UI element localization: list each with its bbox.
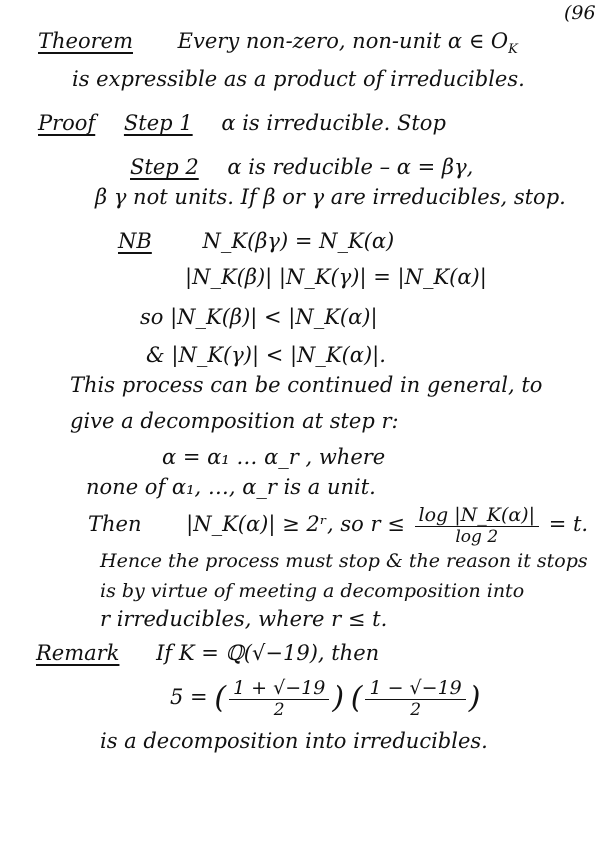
step-2-continuation: β γ not units. If β or γ are irreducibles, stop. [95,185,566,209]
log-denominator: log 2 [455,527,499,547]
norm-equation-1: N_K(βγ) = N_K(α) [202,229,395,253]
norm-inequality-1: so |N_K(β)| < |N_K(α)| [140,305,378,329]
hence-line-2: is by virtue of meeting a decomposition into [100,580,525,602]
paren-open-2: ( [350,680,363,716]
proof-step-1 [38,110,446,136]
paren-open-1: ( [214,680,227,716]
equals-t: = t. [548,512,589,536]
paren-close-2: ) [468,680,481,716]
process-line-2: give a decomposition at step r: [70,409,399,433]
factor-2-numerator: 1 − √−19 [365,677,465,700]
factor-2 [365,677,465,720]
theorem-subscript: K [508,42,518,58]
log-fraction [415,504,540,547]
theorem-statement: Every non-zero, non-unit α ∈ O [177,29,509,53]
process-line-1: This process can be continued in general, to [70,373,543,397]
bound-line [88,500,588,548]
remark-label: Remark [36,641,120,665]
nb-label: NB [118,229,152,253]
nb-line [118,228,394,254]
bound-text: |N_K(α)| ≥ 2ʳ, so r ≤ [186,512,405,536]
norm-inequality-2: & |N_K(γ)| < |N_K(α)|. [146,343,386,367]
theorem-line-2: is expressible as a product of irreducibles. [72,67,525,91]
log-numerator: log |N_K(α)| [415,504,540,527]
step-2-label: Step 2 [130,155,199,179]
theorem-label: Theorem [38,29,133,53]
remark-line [36,640,379,666]
proof-label: Proof [38,111,96,135]
factor-1 [229,677,329,720]
none-unit-line: none of α₁, …, α_r is a unit. [86,475,376,499]
step-2-text: α is reducible – α = βγ, [227,155,474,179]
hence-line-3: r irreducibles, where r ≤ t. [100,607,388,631]
page-number: (96 [564,2,596,24]
theorem-line-1 [38,28,518,63]
then-label: Then [88,512,142,536]
proof-step-2 [130,154,473,180]
paren-close-1: ) [332,680,345,716]
decomposition-line: α = α₁ … α_r , where [162,445,386,469]
factor-2-denominator: 2 [410,700,422,720]
hence-line-1: Hence the process must stop & the reason it stops [100,550,588,572]
factor-1-numerator: 1 + √−19 [229,677,329,700]
factor-1-denominator: 2 [273,700,285,720]
step-1-label: Step 1 [123,111,193,135]
five-decomposition [170,672,480,724]
remark-conclusion: is a decomposition into irreducibles. [100,729,488,753]
remark-text: If K = ℚ(√−19), then [156,641,380,665]
norm-equation-2: |N_K(β)| |N_K(γ)| = |N_K(α)| [185,265,487,289]
five-equals: 5 = [170,685,208,709]
step-1-text: α is irreducible. Stop [221,111,446,135]
